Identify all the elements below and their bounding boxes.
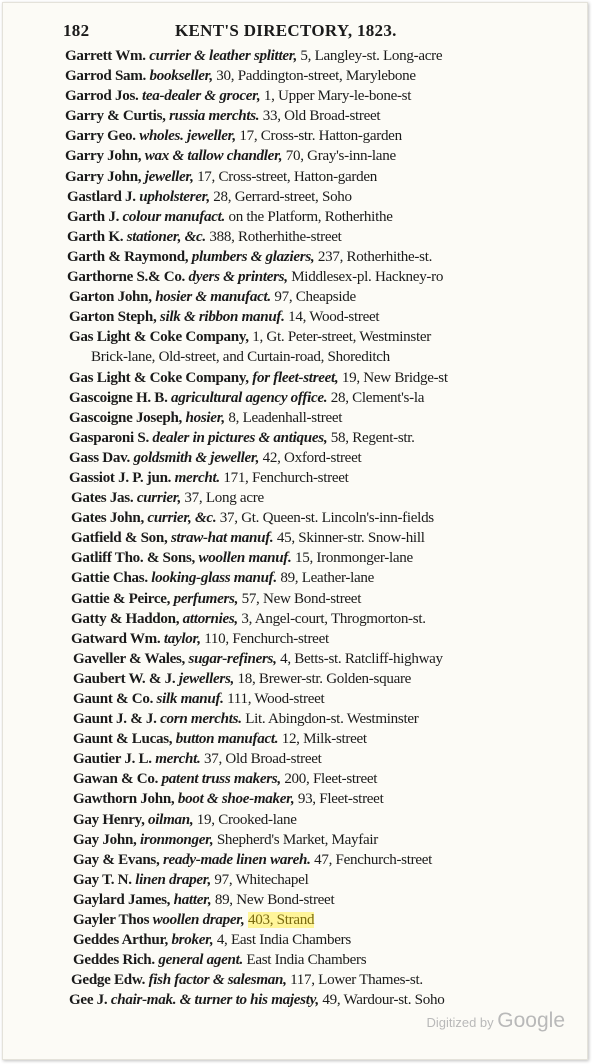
entry-name: Gay T. N.: [73, 871, 132, 888]
directory-entry: [3, 327, 589, 347]
entry-name: Gay & Evans,: [73, 851, 160, 868]
directory-entry: [3, 669, 589, 689]
entry-address: 37, Old Broad-street: [203, 751, 322, 768]
entry-occupation: currier & leather splitter,: [149, 48, 297, 64]
directory-entry: [3, 106, 589, 126]
directory-entry: [3, 126, 589, 146]
directory-entry: [3, 388, 589, 408]
watermark-brand: Google: [497, 1009, 565, 1032]
entry-address: Brick-lane, Old-street, and Curtain-road, Shoreditch: [91, 349, 390, 366]
page-number: 182: [63, 21, 90, 40]
entry-address-highlighted: 403, Strand: [247, 912, 315, 929]
entry-address: 15, Ironmonger-lane: [294, 550, 413, 567]
entry-name: Garth J.: [67, 208, 120, 225]
directory-entry: [3, 890, 589, 910]
entry-address: 49, Wardour-st. Soho: [322, 992, 445, 1009]
directory-entry: [3, 709, 589, 729]
entry-name: Garrett Wm.: [65, 48, 146, 64]
directory-entry: [3, 528, 589, 548]
entry-address: 97, Whitechapel: [214, 871, 309, 888]
entry-address: 57, New Bond-street: [241, 590, 362, 607]
entry-address: 37, Long acre: [184, 490, 264, 507]
entry-occupation: mercht.: [174, 469, 220, 486]
entry-name: Gay Henry,: [73, 811, 145, 828]
entry-name: Gayler Thos: [73, 912, 150, 929]
entry-name: Gass Dav.: [69, 449, 130, 466]
entry-name: Gatty & Haddon,: [71, 610, 180, 627]
entry-occupation: general agent.: [158, 952, 243, 969]
entry-address: 89, New Bond-street: [214, 891, 335, 908]
directory-entries: [3, 46, 589, 1011]
entry-occupation: ready-made linen wareh.: [162, 851, 311, 868]
entry-occupation: currier, &c.: [147, 510, 217, 527]
entry-name: Gaunt & Lucas,: [73, 731, 173, 748]
directory-entry: [3, 930, 589, 950]
entry-address: 18, Brewer-str. Golden-square: [237, 670, 412, 687]
entry-name: Garrod Jos.: [65, 88, 139, 105]
entry-address: 388, Rotherhithe-street: [209, 228, 342, 245]
directory-entry: [3, 347, 589, 367]
entry-name: Gastlard J.: [67, 188, 136, 205]
directory-page: [2, 2, 588, 1060]
entry-occupation: hosier,: [185, 409, 225, 426]
entry-address: 12, Milk-street: [281, 731, 367, 748]
entry-address: 19, Crooked-lane: [196, 811, 297, 828]
entry-occupation: fish factor & salesman,: [148, 972, 287, 989]
watermark-prefix: Digitized by: [426, 1015, 494, 1030]
entry-name: Garth & Raymond,: [67, 248, 189, 265]
entry-occupation: for fleet-street,: [252, 369, 339, 386]
directory-entry: [3, 86, 589, 106]
entry-address: 237, Rotherhithe-st.: [317, 248, 433, 265]
entry-occupation: chair-mak. & turner to his majesty,: [110, 992, 319, 1009]
entry-name: Gates John,: [71, 510, 144, 527]
entry-occupation: boot & shoe-maker,: [177, 791, 295, 808]
entry-name: Garthorne S.& Co.: [67, 269, 186, 286]
entry-address: 19, New Bridge-st: [341, 369, 448, 386]
entry-address: Shepherd's Market, Mayfair: [216, 831, 378, 848]
entry-name: Gatward Wm.: [71, 630, 161, 647]
directory-entry: [3, 508, 589, 528]
entry-occupation: tea-dealer & grocer,: [141, 88, 261, 105]
directory-entry: [3, 287, 589, 307]
entry-address: Lit. Abingdon-st. Westminster: [245, 711, 419, 728]
entry-name: Gawan & Co.: [73, 771, 159, 788]
directory-entry: [3, 428, 589, 448]
entry-occupation: currier,: [136, 490, 181, 507]
entry-address: 42, Oxford-street: [262, 449, 362, 466]
entry-occupation: attornies,: [182, 610, 238, 627]
entry-address: 5, Langley-st. Long-acre: [300, 48, 443, 64]
directory-entry: [3, 589, 589, 609]
entry-name: Geddes Arthur,: [73, 932, 168, 949]
entry-name: Gaylard James,: [73, 891, 171, 908]
entry-name: Gas Light & Coke Company,: [69, 369, 249, 386]
entry-occupation: looking-glass manuf.: [151, 570, 277, 587]
entry-occupation: sugar-refiners,: [188, 650, 277, 667]
directory-entry: [3, 167, 589, 187]
entry-occupation: ironmonger,: [139, 831, 214, 848]
entry-occupation: patent truss makers,: [161, 771, 281, 788]
entry-address: 28, Gerrard-street, Soho: [213, 188, 352, 205]
directory-entry: [3, 649, 589, 669]
entry-occupation: oilman,: [148, 811, 194, 828]
entry-occupation: jeweller,: [144, 168, 194, 185]
entry-name: Gee J.: [69, 992, 108, 1009]
entry-address: 200, Fleet-street: [284, 771, 378, 788]
entry-name: Garton Steph,: [69, 309, 157, 326]
entry-occupation: linen draper,: [135, 871, 211, 888]
directory-entry: [3, 568, 589, 588]
directory-entry: [3, 488, 589, 508]
entry-name: Gattie Chas.: [71, 570, 148, 587]
entry-address: 4, East India Chambers: [216, 932, 351, 949]
entry-name: Garry Geo.: [65, 128, 136, 145]
entry-name: Gay John,: [73, 831, 137, 848]
entry-occupation: hosier & manufact.: [155, 289, 271, 306]
entry-occupation: upholsterer,: [139, 188, 210, 205]
entry-occupation: agricultural agency office.: [171, 389, 328, 406]
directory-entry: [3, 970, 589, 990]
entry-occupation: russia merchts.: [169, 108, 260, 125]
entry-address: 1, Upper Mary-le-bone-st: [263, 88, 412, 105]
directory-entry: [3, 990, 589, 1010]
entry-name: Gattie & Peirce,: [71, 590, 171, 607]
entry-occupation: woollen draper,: [152, 912, 245, 929]
entry-address: on the Platform, Rotherhithe: [228, 208, 393, 225]
entry-address: 97, Cheapside: [274, 289, 356, 306]
entry-name: Gaveller & Wales,: [73, 650, 186, 667]
entry-name: Geddes Rich.: [73, 952, 155, 969]
directory-entry: [3, 207, 589, 227]
entry-address: 30, Paddington-street, Marylebone: [216, 68, 416, 85]
directory-entry: [3, 307, 589, 327]
entry-occupation: plumbers & glaziers,: [191, 248, 315, 265]
entry-address: East India Chambers: [246, 952, 367, 969]
entry-address: 37, Gt. Queen-st. Lincoln's-inn-fields: [219, 510, 434, 527]
entry-address: Middlesex-pl. Hackney-ro: [291, 269, 444, 286]
directory-entry: [3, 850, 589, 870]
entry-occupation: perfumers,: [173, 590, 239, 607]
entry-address: 89, Leather-lane: [280, 570, 375, 587]
entry-name: Garth K.: [67, 228, 124, 245]
entry-occupation: wholes. jeweller,: [139, 128, 236, 145]
page-title: KENT'S DIRECTORY, 1823.: [175, 21, 397, 40]
directory-entry: [3, 689, 589, 709]
entry-occupation: silk manuf.: [156, 691, 224, 707]
entry-occupation: hatter,: [173, 891, 212, 908]
entry-occupation: jewellers,: [178, 670, 235, 687]
entry-address: 70, Gray's-inn-lane: [285, 148, 396, 165]
entry-occupation: bookseller,: [149, 68, 213, 85]
entry-name: Gascoigne H. B.: [69, 389, 168, 406]
entry-occupation: stationer, &c.: [126, 228, 206, 245]
directory-entry: [3, 468, 589, 488]
directory-entry: [3, 146, 589, 166]
entry-name: Gaubert W. & J.: [73, 670, 176, 687]
directory-entry: [3, 187, 589, 207]
entry-address: 17, Cross-street, Hatton-garden: [197, 168, 378, 185]
directory-entry: [3, 46, 589, 66]
entry-occupation: taylor,: [163, 630, 201, 647]
entry-address: 45, Skinner-str. Snow-hill: [276, 530, 425, 547]
directory-entry: [3, 66, 589, 86]
entry-name: Gedge Edw.: [71, 972, 146, 989]
entry-address: 111, Wood-street: [227, 691, 325, 707]
entry-occupation: colour manufact.: [122, 208, 225, 225]
directory-entry: [3, 789, 589, 809]
directory-entry: [3, 910, 589, 930]
directory-entry: [3, 950, 589, 970]
entry-address: 4, Betts-st. Ratcliff-highway: [280, 650, 443, 667]
entry-name: Gaunt & Co.: [73, 691, 154, 707]
entry-address: 33, Old Broad-street: [262, 108, 381, 125]
entry-occupation: woollen manuf.: [198, 550, 292, 567]
entry-name: Garry John,: [65, 148, 142, 165]
entry-name: Garry John,: [65, 168, 142, 185]
entry-name: Gawthorn John,: [73, 791, 175, 808]
directory-entry: [3, 227, 589, 247]
directory-entry: [3, 729, 589, 749]
entry-address: 8, Leadenhall-street: [228, 409, 343, 426]
entry-occupation: straw-hat manuf.: [170, 530, 274, 547]
entry-address: 117, Lower Thames-st.: [290, 972, 423, 989]
entry-name: Gatfield & Son,: [71, 530, 168, 547]
entry-occupation: dealer in pictures & antiques,: [152, 429, 328, 446]
entry-name: Gaunt J. & J.: [73, 711, 157, 728]
directory-entry: [3, 368, 589, 388]
directory-entry: [3, 408, 589, 428]
entry-address: 47, Fenchurch-street: [314, 851, 433, 868]
entry-name: Gautier J. L.: [73, 751, 152, 768]
directory-entry: [3, 548, 589, 568]
directory-entry: [3, 870, 589, 890]
entry-address: 3, Angel-court, Throgmorton-st.: [241, 610, 426, 627]
entry-address: 17, Cross-str. Hatton-garden: [239, 128, 402, 145]
entry-address: 14, Wood-street: [288, 309, 380, 326]
entry-occupation: wax & tallow chandler,: [144, 148, 283, 165]
entry-name: Garrod Sam.: [65, 68, 147, 85]
entry-name: Garton John,: [69, 289, 152, 306]
digitized-by-google-watermark: [426, 1009, 565, 1033]
entry-name: Gas Light & Coke Company,: [69, 329, 249, 346]
directory-entry: [3, 267, 589, 287]
entry-occupation: goldsmith & jeweller,: [133, 449, 260, 466]
directory-entry: [3, 609, 589, 629]
entry-address: 110, Fenchurch-street: [204, 630, 329, 647]
entry-address: 1, Gt. Peter-street, Westminster: [252, 329, 431, 346]
entry-occupation: broker,: [171, 932, 214, 949]
page-header: [63, 21, 583, 43]
entry-occupation: button manufact.: [175, 731, 279, 748]
directory-entry: [3, 769, 589, 789]
directory-entry: [3, 810, 589, 830]
entry-name: Gassiot J. P. jun.: [69, 469, 172, 486]
directory-entry: [3, 830, 589, 850]
entry-address: 58, Regent-str.: [330, 429, 415, 446]
entry-address: 28, Clement's-la: [330, 389, 425, 406]
directory-entry: [3, 749, 589, 769]
entry-occupation: silk & ribbon manuf.: [159, 309, 285, 326]
entry-name: Gascoigne Joseph,: [69, 409, 183, 426]
directory-entry: [3, 247, 589, 267]
entry-occupation: mercht.: [155, 751, 201, 768]
entry-address: 93, Fleet-street: [297, 791, 384, 808]
entry-address: 171, Fenchurch-street: [223, 469, 349, 486]
directory-entry: [3, 629, 589, 649]
entry-occupation: corn merchts.: [160, 711, 242, 728]
directory-entry: [3, 448, 589, 468]
entry-name: Gasparoni S.: [69, 429, 149, 446]
entry-name: Garry & Curtis,: [65, 108, 166, 125]
entry-name: Gates Jas.: [71, 490, 134, 507]
entry-occupation: dyers & printers,: [188, 269, 288, 286]
entry-name: Gatliff Tho. & Sons,: [71, 550, 196, 567]
